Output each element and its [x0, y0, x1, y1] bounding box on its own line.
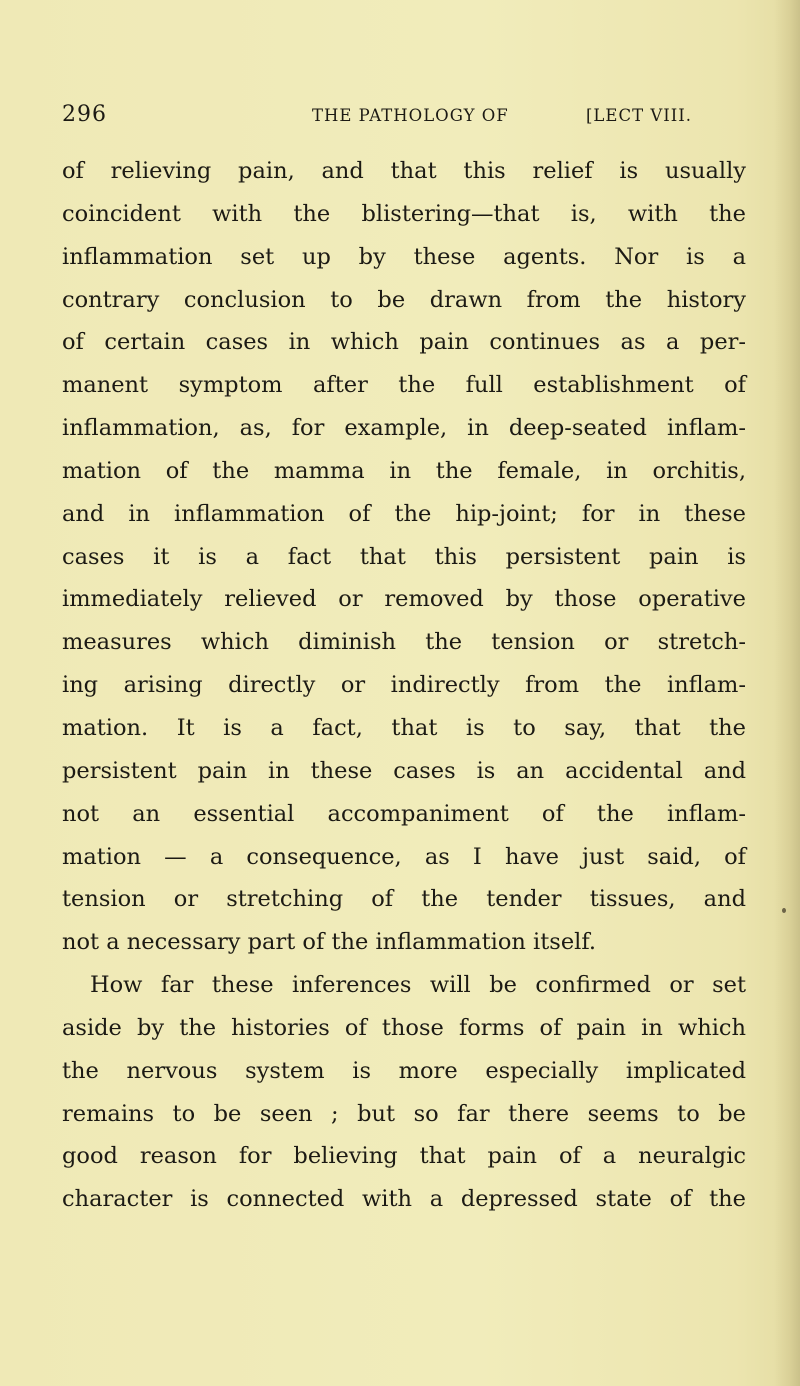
text-line: ing arising directly or indirectly from the inflam-	[62, 672, 746, 699]
text-line: not an essential accompaniment of the inflam-	[62, 800, 746, 827]
page-number: 296	[62, 102, 107, 127]
text-line: good reason for believing that pain of a neuralgic	[62, 1143, 746, 1170]
page-edge-shadow	[774, 0, 800, 1386]
text-line: mation — a consequence, as I have just said, of	[62, 843, 746, 870]
text-line: the nervous system is more especially implicated	[62, 1057, 746, 1084]
page-header	[62, 102, 746, 134]
text-line: mation of the mamma in the female, in orchitis,	[62, 457, 746, 484]
text-line: inflammation set up by these agents. Nor is a	[62, 243, 746, 270]
text-line: aside by the histories of those forms of pain in which	[62, 1014, 746, 1041]
text-line: cases it is a fact that this persistent pain is	[62, 543, 746, 570]
text-line: and in inflammation of the hip-joint; for in these	[62, 500, 746, 527]
paragraph-end-line: not a necessary part of the inflammation itself.	[62, 929, 597, 956]
text-line: remains to be seen ; but so far there seems to be	[62, 1100, 746, 1127]
text-line: tension or stretching of the tender tissues, and	[62, 886, 746, 913]
text-line: character is connected with a depressed state of the	[62, 1186, 746, 1213]
text-line: measures which diminish the tension or stretch-	[62, 629, 746, 656]
text-line: persistent pain in these cases is an accidental and	[62, 757, 746, 784]
text-line: contrary conclusion to be drawn from the history	[62, 286, 746, 313]
paragraph-start-line: How far these inferences will be confirmed or set	[90, 972, 746, 999]
section-reference: [LECT VIII.	[586, 106, 693, 125]
text-line: coincident with the blistering—that is, with the	[62, 200, 746, 227]
text-line: immediately relieved or removed by those operative	[62, 586, 746, 613]
text-line: of relieving pain, and that this relief is usually	[62, 158, 746, 184]
text-line: mation. It is a fact, that is to say, that the	[62, 714, 746, 741]
ink-speck	[782, 908, 786, 913]
body-text	[62, 150, 746, 1221]
text-line: of certain cases in which pain continues as a per-	[62, 329, 746, 356]
text-line: inflammation, as, for example, in deep-seated inflam-	[62, 415, 746, 442]
running-title: THE PATHOLOGY OF	[312, 106, 509, 125]
text-line: manent symptom after the full establishment of	[62, 372, 746, 399]
